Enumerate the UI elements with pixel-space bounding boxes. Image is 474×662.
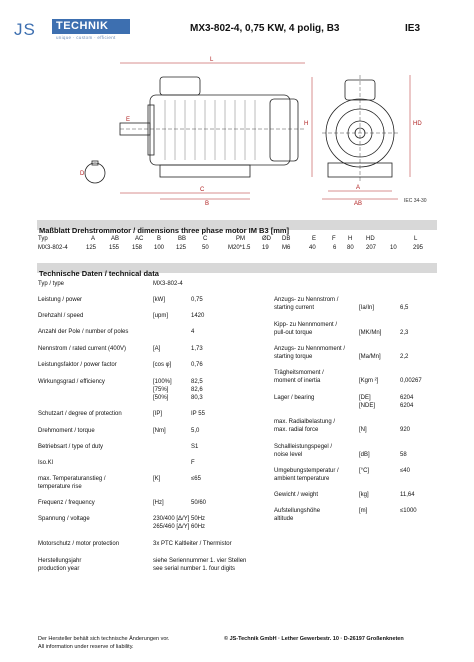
spec-value: 920 <box>400 427 411 433</box>
dim-col: F <box>332 236 336 242</box>
spec-label: Iso.Kl <box>38 460 54 466</box>
logo-tagline: unique · custom · efficient <box>56 35 116 40</box>
dim-col-typ: Typ <box>38 236 48 242</box>
spec-label: max. Radialbelastung / <box>274 419 336 425</box>
company-logo <box>14 20 134 48</box>
spec-value: ≤40 <box>400 468 410 474</box>
spec-value: see serial number 1. four digits <box>153 566 236 572</box>
spec-label: Betriebsart / type of duty <box>38 444 104 450</box>
spec-value: 2,2 <box>400 354 409 360</box>
spec-label: moment of inertia <box>274 378 321 384</box>
spec-value: 80,3 <box>191 395 203 401</box>
motor-body-outline <box>150 95 290 165</box>
spec-label: production year <box>38 566 80 572</box>
spec-unit: [Kgm ²] <box>359 378 379 384</box>
spec-value: 0,76 <box>191 362 203 368</box>
spec-value: 6204 <box>400 403 414 409</box>
spec-value: 230/400 [Δ/Y] 50Hz <box>153 516 206 522</box>
spec-label: Leistungsfaktor / power factor <box>38 362 117 368</box>
dim-col: A <box>91 236 96 242</box>
dim-col: B <box>157 236 162 242</box>
spec-value: F <box>191 460 195 466</box>
logo-js: JS <box>14 20 36 39</box>
spec-value: siehe Seriennummer 1. vier Stellen <box>153 558 247 564</box>
dim-col: AB <box>111 236 120 242</box>
spec-value: 82,6 <box>191 387 203 393</box>
dim-label-d: D <box>80 171 85 177</box>
spec-value: 6204 <box>400 395 414 401</box>
spec-label: Gewicht / weight <box>274 492 319 498</box>
dim-cell: 155 <box>109 245 120 251</box>
spec-value: 2,3 <box>400 330 409 336</box>
dimensions-heading: Maßblatt Drehstrommotor / dimensions three phase motor IM B3 [mm] <box>39 226 290 235</box>
dim-cell: M6 <box>282 245 291 251</box>
dim-cell: 125 <box>86 245 97 251</box>
spec-label: Kipp- zu Nennmoment / <box>274 322 338 328</box>
spec-unit: [upm] <box>153 313 169 319</box>
technical-heading: Technische Daten / technical data <box>39 269 159 278</box>
spec-unit: [dB] <box>359 452 370 458</box>
iec-standard: IEC 34-30 <box>404 198 427 204</box>
spec-label: pull-out torque <box>274 330 313 336</box>
spec-label: Aufstellungshöhe <box>274 508 321 514</box>
spec-unit: [N] <box>359 427 367 433</box>
dim-col: DB <box>282 236 291 242</box>
spec-unit: [°C] <box>359 468 370 474</box>
spec-value: 5,0 <box>191 428 200 434</box>
dim-label-e: E <box>126 117 131 123</box>
spec-unit: [Nm] <box>153 428 166 434</box>
technical-heading-bar <box>37 263 437 278</box>
dim-col: H <box>348 236 353 242</box>
spec-value: 82,5 <box>191 379 203 385</box>
fan-cover-outline <box>270 99 298 161</box>
dim-col: BB <box>178 236 187 242</box>
footer-disclaimer-en: All information under reserve of liability. <box>38 644 134 650</box>
spec-unit: [Ia/In] <box>359 305 375 311</box>
dim-col: ØD <box>262 236 271 242</box>
spec-value: 265/460 [Δ/Y] 60Hz <box>153 524 206 530</box>
spec-unit: [MK/Mn] <box>359 330 382 336</box>
dim-cell: 100 <box>154 245 165 251</box>
dim-label-b: B <box>205 201 210 205</box>
spec-value: 1420 <box>191 313 205 319</box>
document-title: MX3-802-4, 0,75 KW, 4 polig, B3 <box>190 23 340 34</box>
spec-label: Drehmoment / torque <box>38 428 95 434</box>
spec-unit: [NDE] <box>359 403 376 409</box>
spec-label: noise level <box>274 452 303 458</box>
dim-label-hd: HD <box>413 121 422 127</box>
dim-cell: 295 <box>413 245 424 251</box>
dim-cell: 158 <box>132 245 143 251</box>
type-label: Typ / type <box>38 281 65 287</box>
spec-value: 0,00267 <box>400 378 422 384</box>
foot-outline <box>160 165 250 177</box>
spec-label: Leistung / power <box>38 297 83 303</box>
logo-technik: TECHNIK <box>52 19 130 34</box>
dim-col: AC <box>135 236 144 242</box>
dim-cell: M20*1.5 <box>228 245 251 251</box>
spec-label: Lager / bearing <box>274 395 315 401</box>
dim-col: L <box>414 236 418 242</box>
spec-label: Umgebungstemperatur / <box>274 468 339 474</box>
dim-cell: 6 <box>333 245 337 251</box>
spec-unit: [kW] <box>153 297 165 303</box>
dimensions-heading-bar <box>37 220 437 235</box>
spec-value: 58 <box>400 452 407 458</box>
spec-value: ≤1000 <box>400 508 417 514</box>
efficiency-class: IE3 <box>405 23 421 34</box>
spec-label: Anzugs- zu Nennstrom / <box>274 297 339 303</box>
spec-unit: [50%] <box>153 395 169 401</box>
footer-disclaimer-de: Der Hersteller behält sich technische Änderungen vor. <box>38 636 170 642</box>
dim-cell: 40 <box>309 245 316 251</box>
spec-value: IP 55 <box>191 411 205 417</box>
spec-value: 3x PTC Kaltleiter / Thermistor <box>153 541 232 547</box>
spec-label: altitude <box>274 516 294 522</box>
terminal-box-outline <box>160 77 200 95</box>
spec-unit: [100%] <box>153 379 172 385</box>
spec-label: Schutzart / degree of protection <box>38 411 122 417</box>
spec-label: Anzahl der Pole / number of poles <box>38 329 129 335</box>
spec-unit: [cos φ] <box>153 362 172 368</box>
footer-company: © JS-Technik GmbH · Lether Gewerbestr. 10 · D-26197 Großenkneten <box>224 636 404 642</box>
dim-cell: 125 <box>176 245 187 251</box>
spec-label: max. radial force <box>274 427 319 433</box>
spec-value: 4 <box>191 329 195 335</box>
spec-label: Frequenz / frequency <box>38 500 95 506</box>
dim-cell-typ: MX3-802-4 <box>38 245 68 251</box>
dim-label-h: H <box>304 121 309 127</box>
spec-label: ambient temperature <box>274 476 330 482</box>
motor-dimension-drawing <box>60 55 450 205</box>
spec-label: Herstellungsjahr <box>38 558 82 564</box>
dim-cell: 207 <box>366 245 377 251</box>
spec-unit: [DE] <box>359 395 371 401</box>
dim-cell: 10 <box>390 245 397 251</box>
dim-cell: 50 <box>202 245 209 251</box>
spec-value: 50/60 <box>191 500 207 506</box>
spec-value: 0,75 <box>191 297 203 303</box>
spec-label: Schallleistungspegel / <box>274 444 333 450</box>
spec-label: max. Temperaturanstieg / <box>38 476 106 482</box>
spec-value: 1,73 <box>191 346 203 352</box>
dim-col: HD <box>366 236 375 242</box>
dim-label-a: A <box>356 185 361 191</box>
spec-unit: [Hz] <box>153 500 164 506</box>
spec-value: 11,64 <box>400 492 415 498</box>
spec-unit: [Ma/Mn] <box>359 354 381 360</box>
dim-col: E <box>312 236 317 242</box>
spec-unit: [75%] <box>153 387 169 393</box>
spec-label: Spannung / voltage <box>38 516 90 522</box>
spec-unit: [K] <box>153 476 161 482</box>
spec-value: S1 <box>191 444 199 450</box>
spec-label: Nennstrom / rated current (400V) <box>38 346 127 352</box>
dim-label-c: C <box>200 187 205 193</box>
spec-label: starting torque <box>274 354 313 360</box>
spec-unit: [IP] <box>153 411 163 417</box>
spec-label: Anzugs- zu Nennmoment / <box>274 346 346 352</box>
spec-value: 6,5 <box>400 305 409 311</box>
spec-value: ≤65 <box>191 476 201 482</box>
dim-col: PM <box>236 236 245 242</box>
spec-label: temperature rise <box>38 484 82 490</box>
spec-label: Drehzahl / speed <box>38 313 84 319</box>
dim-label-ab: AB <box>354 201 363 205</box>
spec-label: starting current <box>274 305 315 311</box>
spec-unit: [A] <box>153 346 161 352</box>
spec-label: Motorschutz / motor protection <box>38 541 120 547</box>
spec-label: Wirkungsgrad / efficiency <box>38 379 105 385</box>
spec-unit: [m] <box>359 508 368 514</box>
dim-cell: 19 <box>262 245 269 251</box>
spec-unit: [kg] <box>359 492 369 498</box>
dim-label-l: L <box>210 57 214 63</box>
dim-col: C <box>203 236 208 242</box>
dim-cell: 80 <box>347 245 354 251</box>
type-value: MX3-802-4 <box>153 281 183 287</box>
shaft-detail-outline <box>85 163 105 183</box>
spec-label: Trägheitsmoment / <box>274 370 324 376</box>
